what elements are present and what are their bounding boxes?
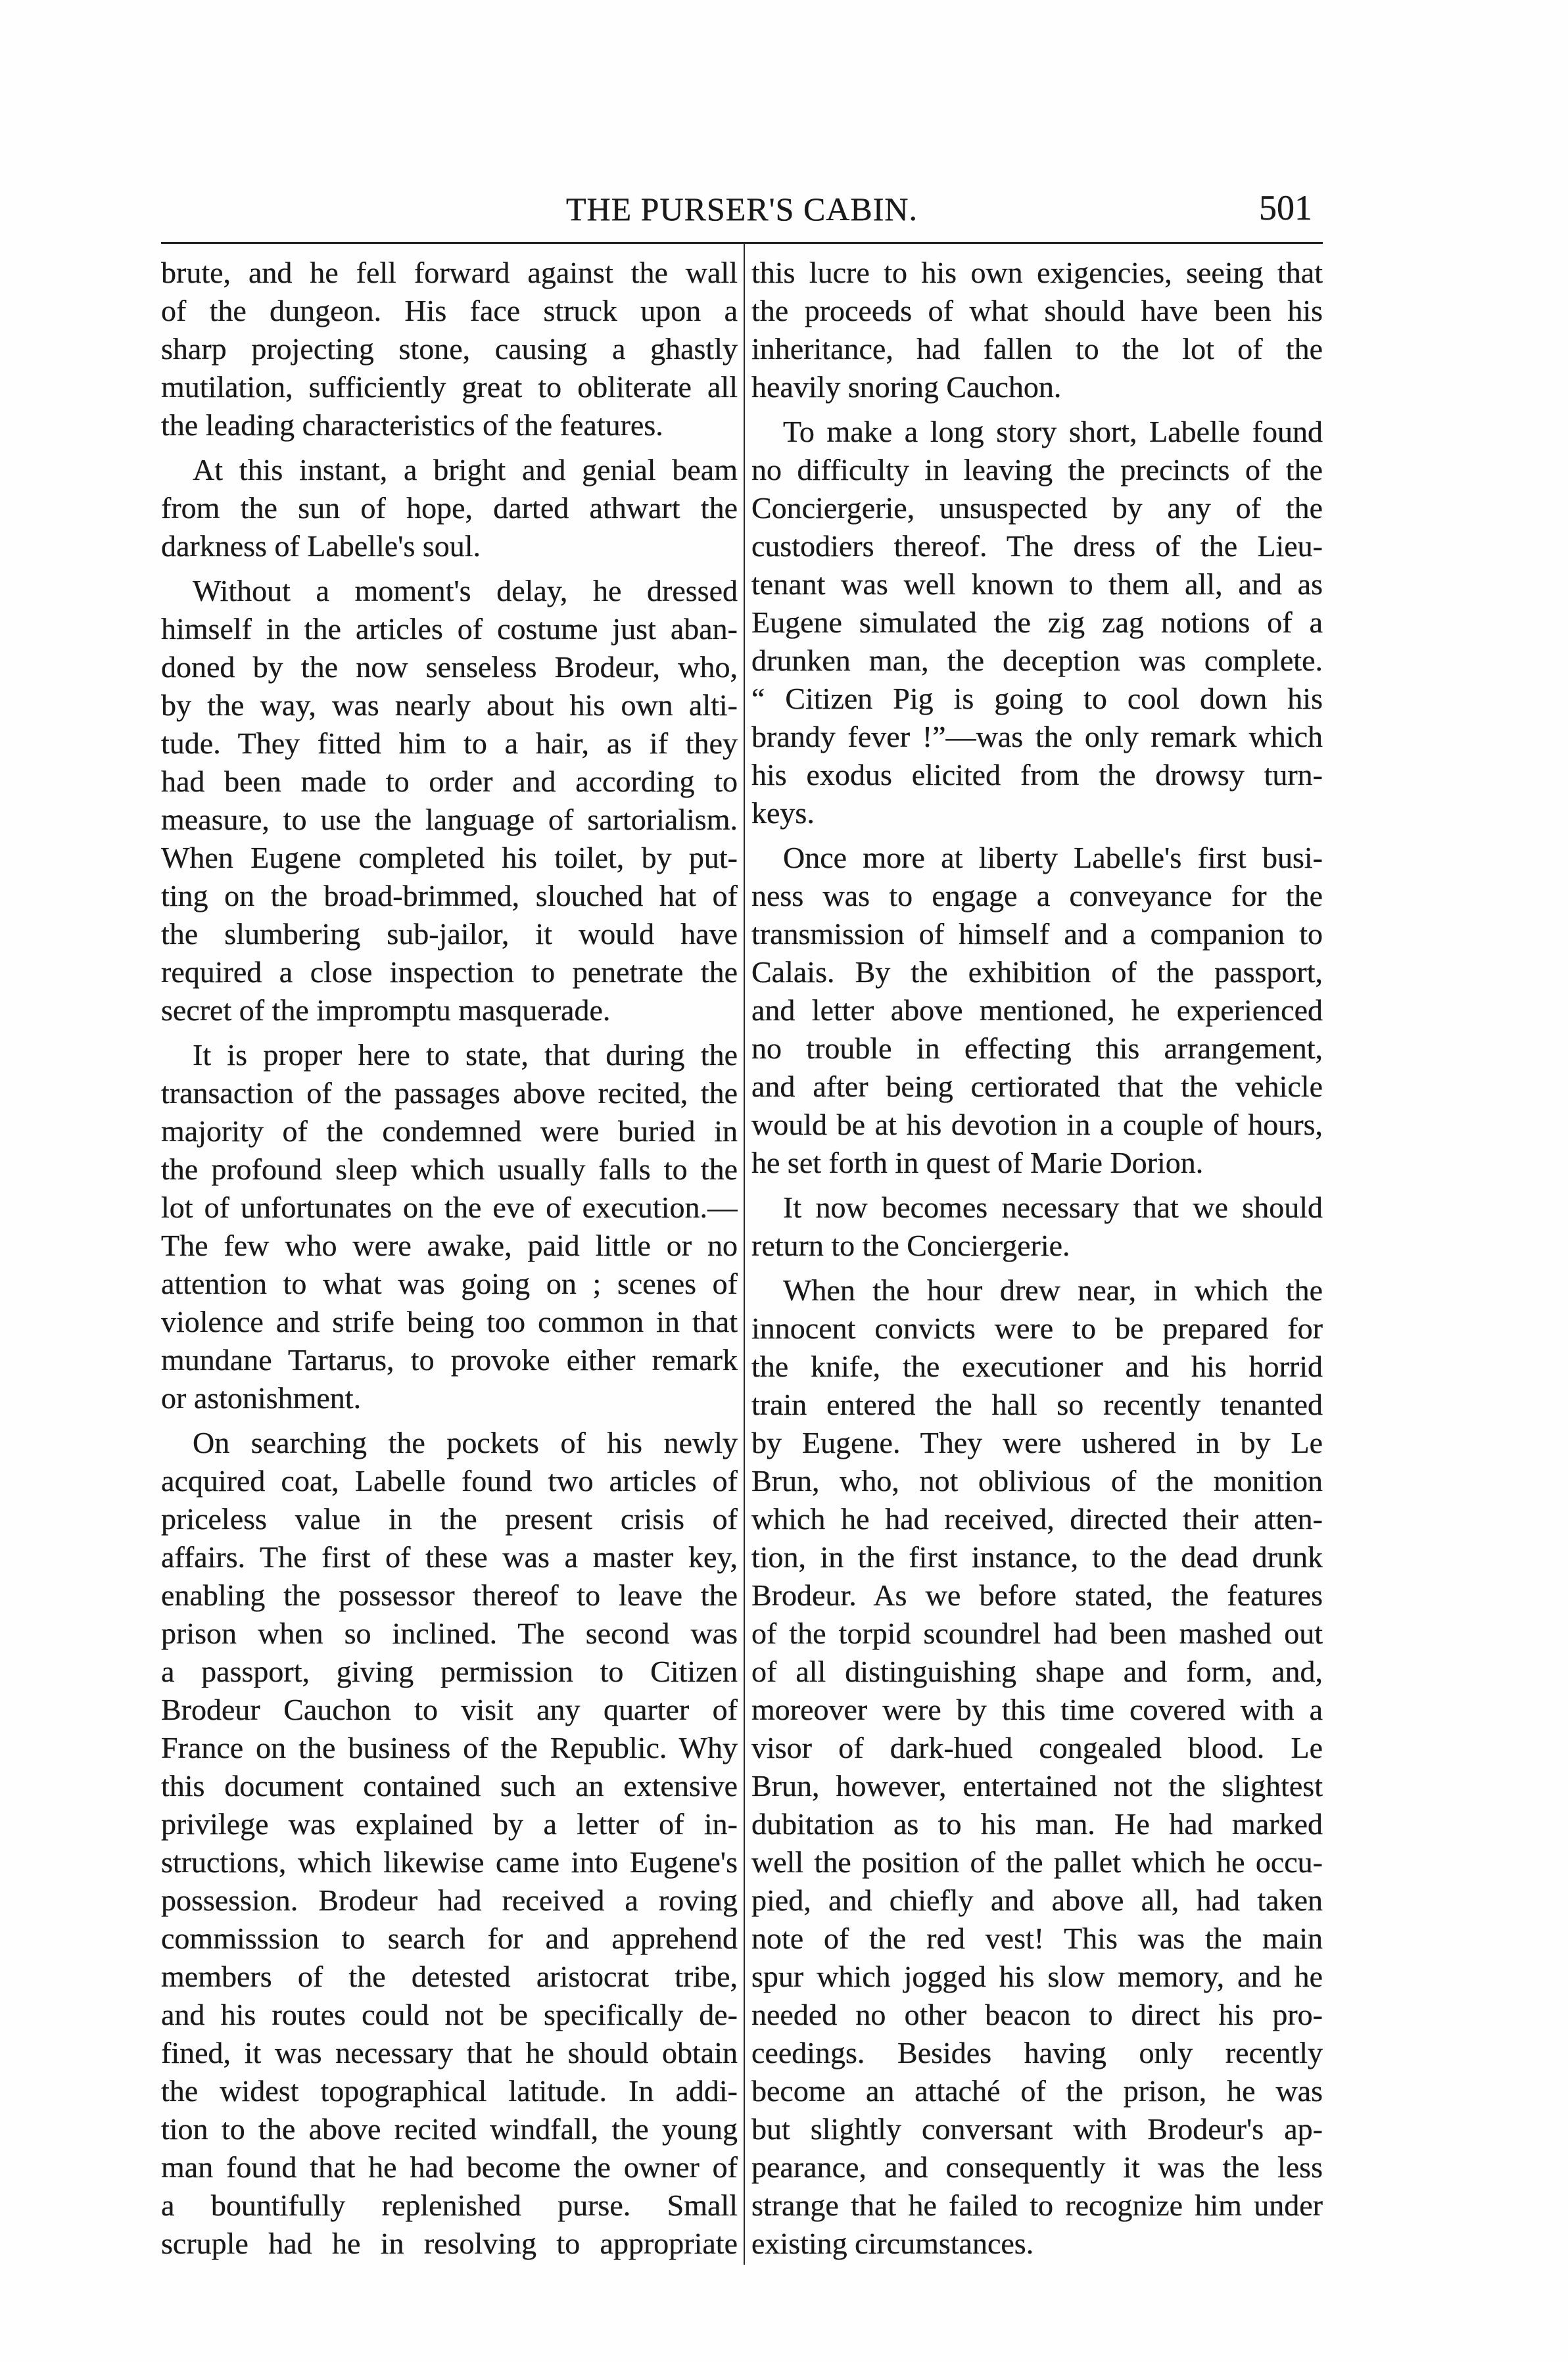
text-line: this document contained such an extensive [161,1769,738,1803]
text-line: transmission of himself and a companion to [751,917,1323,951]
text-line: and letter above mentioned, he experienced [751,993,1323,1027]
text-line: Brun, who, not oblivious of the monition [751,1464,1323,1498]
text-line: of the torpid scoundrel had been mashed out [751,1617,1323,1650]
text-line: by the way, was nearly about his own alti- [161,688,738,722]
text-line: inheritance, had fallen to the lot of the [751,332,1323,366]
text-line: note of the red vest! This was the main [751,1922,1323,1955]
text-line: acquired coat, Labelle found two articles of [161,1464,738,1498]
text-line: would be at his devotion in a couple of hours, [751,1108,1323,1141]
text-line: required a close inspection to penetrate the [161,955,738,989]
text-line: the widest topographical latitude. In addi- [161,2074,738,2108]
text-line: Conciergerie, unsuspected by any of the [751,491,1323,525]
text-line: heavily snoring Cauchon. [751,370,1062,404]
column-rule [744,243,745,2265]
text-line: innocent convicts were to be prepared for [751,1311,1323,1345]
text-line: ness was to engage a conveyance for the [751,879,1323,912]
text-line: but slightly conversant with Brodeur's ap- [751,2112,1323,2146]
text-line: France on the business of the Republic. Why [161,1731,738,1764]
text-line: structions, which likewise came into Eugene's [161,1845,738,1879]
text-line: custodiers thereof. The dress of the Lieu- [751,529,1323,563]
text-line: Once more at liberty Labelle's first busi- [783,841,1323,874]
text-line: tion, in the first instance, to the dead drunk [751,1540,1323,1574]
running-title: THE PURSER'S CABIN. [565,191,918,227]
text-line: lot of unfortunates on the eve of execution.— [161,1191,738,1224]
text-line: The few who were awake, paid little or no [161,1229,738,1262]
text-line: To make a long story short, Labelle found [783,415,1323,448]
text-line: It now becomes necessary that we should [783,1191,1323,1224]
text-line: himself in the articles of costume just aban- [161,612,738,646]
paragraph [751,839,1323,1182]
text-line: measure, to use the language of sartorialism. [161,803,738,836]
text-line: At this instant, a bright and genial beam [193,453,738,486]
text-line: which he had received, directed their atten- [751,1502,1323,1536]
text-line: violence and strife being too common in that [161,1305,738,1338]
text-line: attention to what was going on ; scenes of [161,1267,738,1300]
text-line: of all distinguishing shape and form, and, [751,1655,1323,1688]
text-line: Brodeur Cauchon to visit any quarter of [161,1693,738,1726]
text-line: Brodeur. As we before stated, the features [751,1578,1323,1612]
text-line: priceless value in the present crisis of [161,1502,738,1536]
text-line: When the hour drew near, in which the [783,1273,1323,1307]
text-line: by Eugene. They were ushered in by Le [751,1426,1323,1459]
text-line: the proceeds of what should have been his [751,294,1323,327]
text-line: train entered the hall so recently tenanted [751,1388,1323,1421]
text-line: Calais. By the exhibition of the passport, [751,955,1323,989]
text-line: the leading characteristics of the features. [161,408,663,442]
paragraph [751,254,1323,406]
text-line: possession. Brodeur had received a roving [161,1883,738,1917]
text-line: mutilation, sufficiently great to obliterate all [161,370,738,404]
text-line: moreover were by this time covered with a [751,1693,1323,1726]
text-line: prison when so inclined. The second was [161,1617,738,1650]
text-line: a passport, giving permission to Citizen [161,1655,738,1688]
text-line: transaction of the passages above recited, the [161,1076,738,1110]
text-line: ceedings. Besides having only recently [751,2036,1323,2069]
text-line: members of the detested aristocrat tribe, [161,1960,738,1993]
paragraph [161,451,738,565]
text-line: tion to the above recited windfall, the young [161,2112,738,2146]
text-line: and after being certiorated that the vehicle [751,1070,1323,1103]
text-line: the knife, the executioner and his horrid [751,1350,1323,1383]
text-line: It is proper here to state, that during the [193,1038,738,1072]
text-line: he set forth in quest of Marie Dorion. [751,1146,1204,1179]
text-line: “ Citizen Pig is going to cool down his [751,682,1323,715]
text-line: the slumbering sub-jailor, it would have [161,917,738,951]
text-line: well the position of the pallet which he occu- [751,1845,1323,1879]
text-line: no difficulty in leaving the precincts of the [751,453,1323,486]
header-rule [161,242,1323,244]
left-column [161,254,738,2263]
text-line: of the dungeon. His face struck upon a [161,294,738,327]
paragraph [751,413,1323,832]
text-line: or astonishment. [161,1381,362,1415]
text-line: brandy fever !”—was the only remark which [751,720,1323,753]
text-line: keys. [751,796,815,830]
text-line: Brun, however, entertained not the slightest [751,1769,1323,1803]
text-line: visor of dark-hued congealed blood. Le [751,1731,1323,1764]
page-number: 501 [1259,188,1312,227]
text-line: become an attaché of the prison, he was [751,2074,1323,2108]
text-line: ting on the broad-brimmed, slouched hat of [161,879,738,912]
text-line: enabling the possessor thereof to leave the [161,1578,738,1612]
text-line: no trouble in effecting this arrangement, [751,1031,1323,1065]
text-line: On searching the pockets of his newly [193,1426,738,1459]
text-line: secret of the impromptu masquerade. [161,993,611,1027]
text-line: majority of the condemned were buried in [161,1114,738,1148]
text-line: pied, and chiefly and above all, had taken [751,1883,1323,1917]
text-line: tude. They fitted him to a hair, as if they [161,726,738,760]
text-line: the profound sleep which usually falls to the [161,1152,738,1186]
text-line: fined, it was necessary that he should obtain [161,2036,738,2069]
text-line: had been made to order and according to [161,765,738,798]
text-line: and his routes could not be specifically de- [161,1998,738,2031]
text-line: When Eugene completed his toilet, by put- [161,841,738,874]
text-line: Eugene simulated the zig zag notions of a [751,605,1323,639]
text-line: mundane Tartarus, to provoke either remark [161,1343,738,1377]
text-line: a bountifully replenished purse. Small [161,2188,738,2222]
text-line: pearance, and consequently it was the less [751,2150,1323,2184]
paragraph [161,1424,738,2263]
text-line: tenant was well known to them all, and as [751,567,1323,601]
paragraph [161,1036,738,1417]
text-line: dubitation as to his man. He had marked [751,1807,1323,1841]
text-line: commisssion to search for and apprehend [161,1922,738,1955]
text-line: this lucre to his own exigencies, seeing that [751,256,1323,289]
text-line: from the sun of hope, darted athwart the [161,491,738,525]
text-line: darkness of Labelle's soul. [161,529,481,563]
paragraph [751,1271,1323,2263]
text-line: privilege was explained by a letter of in- [161,1807,738,1841]
text-line: drunken man, the deception was complete. [751,644,1323,677]
right-column [751,254,1323,2263]
text-line: doned by the now senseless Brodeur, who, [161,650,738,684]
text-line: strange that he failed to recognize him under [751,2188,1323,2222]
paragraph [751,1189,1323,1265]
text-line: affairs. The first of these was a master key, [161,1540,738,1574]
text-line: needed no other beacon to direct his pro- [751,1998,1323,2031]
text-line: return to the Conciergerie. [751,1229,1070,1262]
text-line: brute, and he fell forward against the wall [161,256,738,289]
text-line: spur which jogged his slow memory, and he [751,1960,1323,1993]
text-line: his exodus elicited from the drowsy turn- [751,758,1323,791]
text-line: scruple had he in resolving to appropriate [161,2227,738,2260]
text-line: Without a moment's delay, he dressed [193,574,738,607]
text-line: man found that he had become the owner of [161,2150,738,2184]
text-line: sharp projecting stone, causing a ghastly [161,332,738,366]
text-line: existing circumstances. [751,2227,1034,2260]
paragraph [161,254,738,444]
paragraph [161,572,738,1029]
